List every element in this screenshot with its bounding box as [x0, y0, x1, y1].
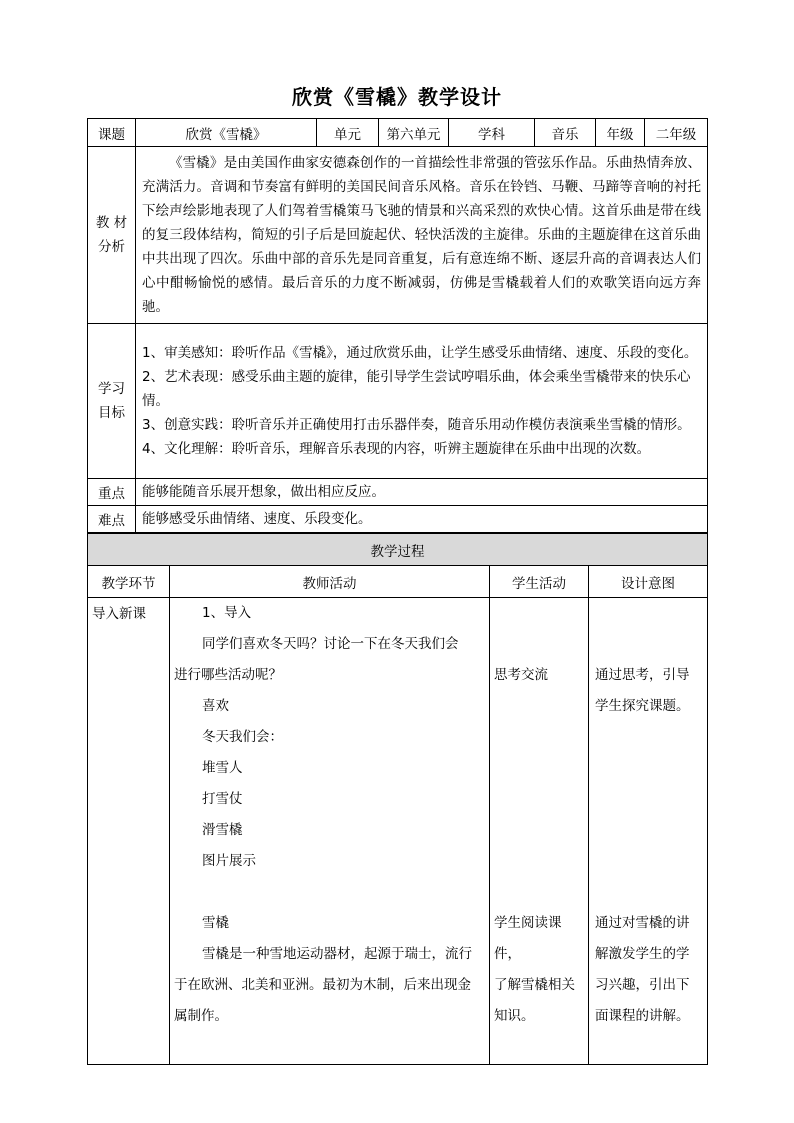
goals-label-line-2: 目标 — [98, 405, 125, 421]
key-point-label: 重点 — [88, 479, 136, 506]
process-header: 教学过程 — [88, 534, 708, 566]
goal-item: 3、创意实践：聆听音乐并正确使用打击乐器伴奏，随音乐用动作模仿表演乘坐雪橇的情形。 — [142, 417, 691, 433]
analysis-text: 《雪橇》是由美国作曲家安德森创作的一首描绘性非常强的管弦乐作品。乐曲热情奔放、充满活力。音调和节奏富有鲜明的美国民间音乐风格。音乐在铃铛、马鞭、马蹄等音响的衬托下绘声绘影地表现了人们驾着雪橇策马飞驰的情景和兴高采烈的欢快心情。这首乐曲是带在线的复三段体结构，简短的引子后是回旋起伏、轻快活泼的主旋律。乐曲的主题旋律在这首乐曲中共出现了四次。乐曲中部的音乐先是同音重复，后有意连绵不断、逐层升高的音调表达人们心中酣畅愉悦的感情。最后音乐的力度不断减弱，仿佛是雪橇载着人们的欢歌笑语向远方奔驰。 — [136, 147, 708, 324]
sled-title: 雪橇 — [202, 915, 229, 931]
unit-value: 第六单元 — [379, 119, 449, 147]
design-item-1-line-2: 学生探究课题。 — [595, 698, 690, 714]
goals-list — [136, 324, 708, 479]
analysis-label — [88, 147, 136, 324]
grade-value: 二年级 — [645, 119, 708, 147]
winter-intro: 冬天我们会： — [202, 729, 283, 745]
student-item-1: 思考交流 — [494, 667, 548, 683]
student-item-2-line-3: 知识。 — [494, 1008, 535, 1024]
design-item-2-line-2: 解激发学生的学 — [595, 946, 690, 962]
info-table — [87, 118, 708, 533]
column-header-design: 设计意图 — [589, 566, 708, 598]
winter-activity: 堆雪人 — [202, 760, 243, 776]
image-display: 图片展示 — [202, 853, 256, 869]
document-title: 欣赏《雪橇》教学设计 — [292, 85, 502, 109]
difficulty-text: 能够感受乐曲情绪、速度、乐段变化。 — [136, 506, 708, 533]
key-point-text: 能够能随音乐展开想象，做出相应反应。 — [136, 479, 708, 506]
section-label: 导入新课 — [88, 598, 170, 1065]
goal-item: 2、艺术表现：感受乐曲主题的旋律，能引导学生尝试哼唱乐曲，体会乘坐雪橇带来的快乐心情。 — [142, 369, 691, 409]
teacher-activity — [170, 598, 490, 1065]
sled-text-line-3: 属制作。 — [174, 1008, 228, 1024]
goals-label — [88, 324, 136, 479]
subject-value: 音乐 — [535, 119, 596, 147]
question-line-1: 同学们喜欢冬天吗？讨论一下在冬天我们会 — [202, 636, 459, 652]
topic-value: 欣赏《雪橇》 — [136, 119, 317, 147]
design-item-2-line-3: 习兴趣，引出下 — [595, 977, 690, 993]
grade-label: 年级 — [596, 119, 645, 147]
process-table — [87, 533, 708, 1065]
sled-text-line-2: 于在欧洲、北美和亚洲。最初为木制，后来出现金 — [174, 977, 471, 993]
answer: 喜欢 — [202, 698, 229, 714]
design-item-2-line-4: 面课程的讲解。 — [595, 1008, 690, 1024]
step-title: 1、导入 — [202, 605, 252, 621]
student-item-2-line-1: 学生阅读课件， — [494, 915, 562, 962]
unit-label: 单元 — [317, 119, 379, 147]
design-item-1-line-1: 通过思考，引导 — [595, 667, 690, 683]
subject-label: 学科 — [449, 119, 535, 147]
student-item-2-line-2: 了解雪橇相关 — [494, 977, 575, 993]
winter-activity: 打雪仗 — [202, 791, 243, 807]
sled-text-line-1: 雪橇是一种雪地运动器材，起源于瑞士，流行 — [202, 946, 472, 962]
goals-label-line-1: 学习 — [98, 381, 125, 397]
topic-label: 课题 — [88, 119, 136, 147]
student-activity — [490, 598, 589, 1065]
column-header-student: 学生活动 — [490, 566, 589, 598]
design-intent — [589, 598, 708, 1065]
goal-item: 1、审美感知：聆听作品《雪橇》，通过欣赏乐曲，让学生感受乐曲情绪、速度、乐段的变化。 — [142, 345, 698, 361]
column-header-section: 教学环节 — [88, 566, 170, 598]
question-line-2: 进行哪些活动呢？ — [174, 667, 282, 683]
winter-activity: 滑雪橇 — [202, 822, 243, 838]
goal-item: 4、文化理解：聆听音乐，理解音乐表现的内容，听辨主题旋律在乐曲中出现的次数。 — [142, 441, 651, 457]
design-item-2-line-1: 通过对雪橇的讲 — [595, 915, 690, 931]
analysis-label-line-1: 教 材 — [95, 215, 128, 231]
analysis-label-line-2: 分析 — [98, 239, 125, 255]
column-header-teacher: 教师活动 — [170, 566, 490, 598]
difficulty-label: 难点 — [88, 506, 136, 533]
